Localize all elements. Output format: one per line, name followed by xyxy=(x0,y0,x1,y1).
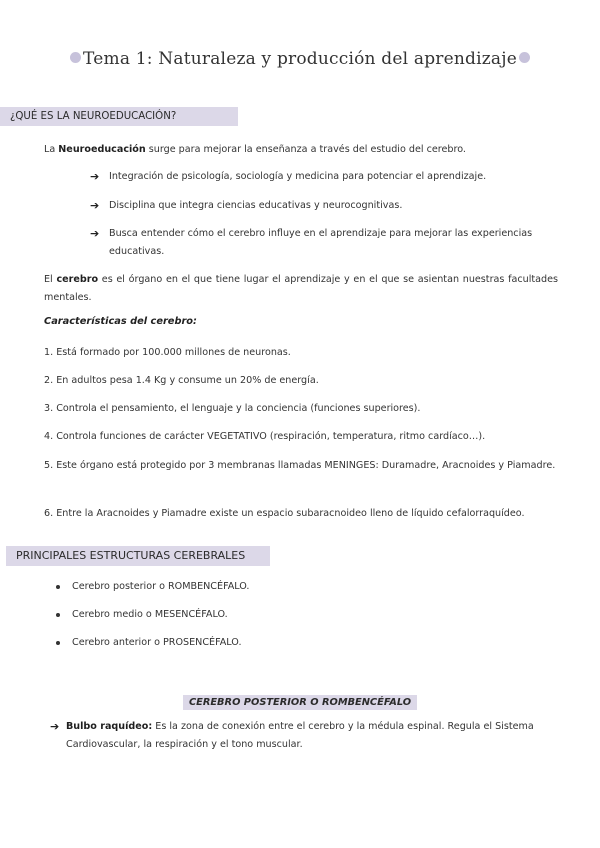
caracteristica-item: 4. Controla funciones de carácter VEGETATIVO (respiración, temperatura, ritmo cardíaco…). xyxy=(44,431,486,442)
intro-paragraph xyxy=(44,141,558,159)
subheading-text: CEREBRO POSTERIOR O ROMBENCÉFALO xyxy=(183,695,417,710)
caracteristica-item: 3. Controla el pensamiento, el lenguaje y la conciencia (funciones superiores). xyxy=(44,403,421,414)
bulbo-text xyxy=(66,718,560,754)
caracteristicas-heading: Características del cerebro: xyxy=(44,316,197,327)
arrow-item-text: Integración de psicología, sociología y medicina para potenciar el aprendizaje. xyxy=(109,171,487,182)
intro-bold-term: Neuroeducación xyxy=(58,144,146,155)
bullet-item xyxy=(56,578,456,596)
bullet-dot-icon xyxy=(56,641,60,645)
cerebro-post: es el órgano en el que tiene lugar el aprendizaje y en el que se asientan nuestras facultades mentales. xyxy=(44,274,559,303)
arrow-icon: ➔ xyxy=(50,720,60,733)
arrow-icon: ➔ xyxy=(90,170,100,183)
bullet-item xyxy=(56,634,456,652)
arrow-item-text: Busca entender cómo el cerebro influye en el aprendizaje para mejorar las experiencias educativas. xyxy=(109,228,533,257)
caracteristica-item: 1. Está formado por 100.000 millones de neuronas. xyxy=(44,347,291,358)
page-title-text: Tema 1: Naturaleza y producción del aprendizaje xyxy=(83,49,517,69)
intro-post: surge para mejorar la enseñanza a través del estudio del cerebro. xyxy=(145,144,466,155)
title-left-dot xyxy=(70,52,81,63)
section-heading-estructuras: PRINCIPALES ESTRUCTURAS CEREBRALES xyxy=(6,546,270,566)
cerebro-bold-term: cerebro xyxy=(56,274,99,285)
section-heading-neuroeducacion: ¿QUÉ ES LA NEUROEDUCACIÓN? xyxy=(0,107,238,126)
bullet-item xyxy=(56,606,456,624)
bullet-item-text: Cerebro anterior o PROSENCÉFALO. xyxy=(72,637,242,648)
intro-pre: La xyxy=(44,144,59,155)
page-title xyxy=(0,49,600,69)
caracteristica-item: 6. Entre la Aracnoides y Piamadre existe un espacio subaracnoideo lleno de líquido cefalorraquídeo. xyxy=(44,508,525,519)
bullet-dot-icon xyxy=(56,613,60,617)
caracteristica-item: 2. En adultos pesa 1.4 Kg y consume un 20% de energía. xyxy=(44,375,319,386)
subheading-rombencefalo xyxy=(0,690,600,709)
arrow-icon: ➔ xyxy=(90,199,100,212)
bulbo-bold-term: Bulbo raquídeo: xyxy=(66,721,153,732)
bullet-item-text: Cerebro posterior o ROMBENCÉFALO. xyxy=(72,581,250,592)
bulbo-description: Es la zona de conexión entre el cerebro y la médula espinal. Regula el Sistema Cardiovascular, la respiración y el tono muscular. xyxy=(66,721,534,750)
cerebro-paragraph xyxy=(44,271,558,307)
cerebro-pre: El xyxy=(44,274,57,285)
title-right-dot xyxy=(519,52,530,63)
bullet-item-text: Cerebro medio o MESENCÉFALO. xyxy=(72,609,228,620)
arrow-item-text: Disciplina que integra ciencias educativas y neurocognitivas. xyxy=(109,200,403,211)
caracteristica-item: 5. Este órgano está protegido por 3 membranas llamadas MENINGES: Duramadre, Aracnoides y Piamadre. xyxy=(44,460,556,471)
bullet-dot-icon xyxy=(56,585,60,589)
arrow-icon: ➔ xyxy=(90,227,100,240)
